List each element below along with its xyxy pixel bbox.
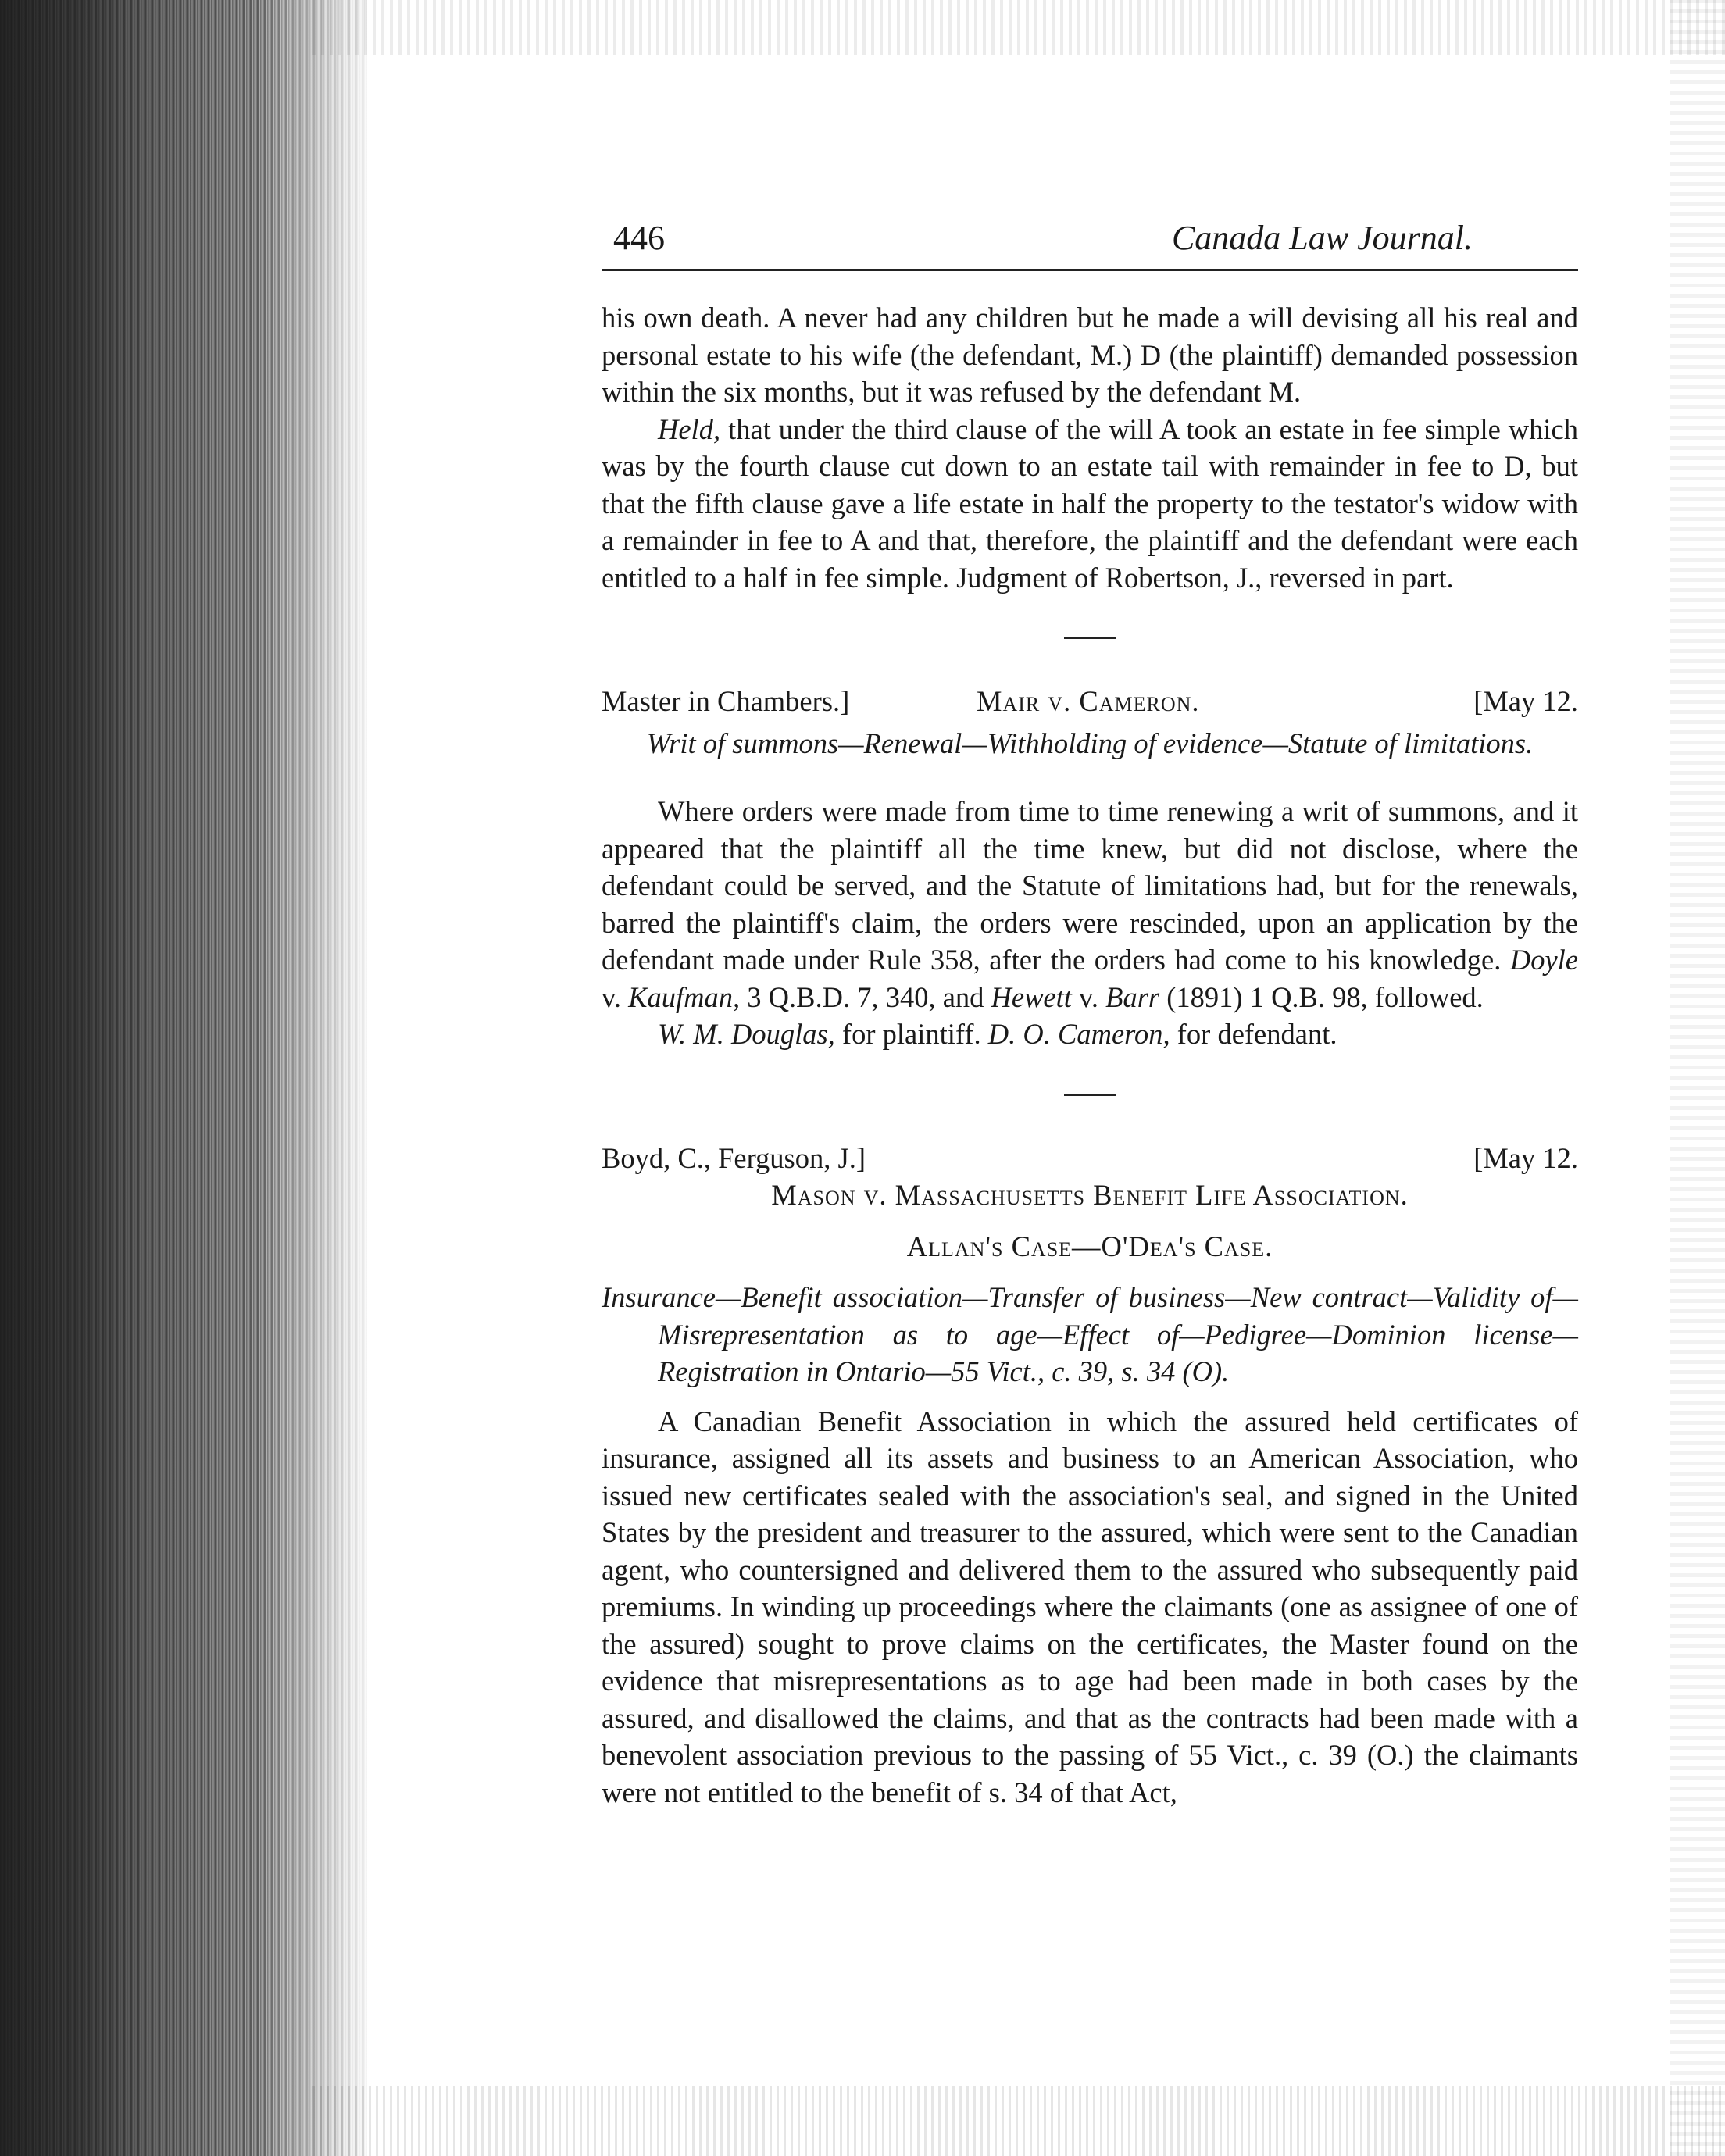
case3-name: Mason v. Massachusetts Benefit Life Association. [771,1179,1409,1211]
page-number: 446 [613,219,665,257]
scan-right-edge [1670,0,1725,2156]
case3-heading [602,1140,1578,1177]
case2-cite2-party-b: Barr [1105,980,1160,1013]
case1-paragraph-2 [602,411,1578,597]
scan-top-edge [312,0,1725,55]
case2-court: Master in Chambers.] [602,685,850,717]
case3-subname: Allan's Case—O'Dea's Case. [906,1230,1273,1262]
case2-heading [602,683,1578,720]
case2-cite1-party-b: Kaufman, [628,980,741,1013]
case1-held-text: that under the third clause of the will A took an estate in fee simple which was by the fourth clause cut down to an estate tail with remainder in fee to D, but that the fifth clause gave a life estate in half the property to the testator's widow with a remainder in fee to A and that, therefore, the plaintiff and the defendant were each entitled to a half in fee simple. Judgment of Robertson, J., reversed in part. [602,412,1579,594]
case2-cite2-rest: (1891) 1 Q.B. 98, followed. [1159,980,1484,1013]
scan-gutter-fade [258,0,383,2156]
case3-court: Boyd, C., Ferguson, J.] [602,1141,866,1174]
case2-cite1-party-a: Doyle [1509,944,1578,976]
case2-body-main: Where orders were made from time to time renewing a writ of summons, and it appeared that the plaintiff all the time knew, but did not disclose, where the defendant could be served, and the Statute of limitations had, but for the renewals, barred the plaintiff's claim, the orders were rescinded, upon an application by the defendant made under Rule 358, after the orders had come to his knowledge. [602,795,1578,976]
case2-date: [May 12. [1473,685,1578,717]
section-divider-2 [1064,1094,1116,1096]
counsel-plaintiff-role: for plaintiff. [834,1018,988,1050]
case1-paragraph-1: his own death. A never had any children but he made a will devising all his real and personal estate to his wife (the defendant, M.) D (the plaintiff) demanded possession within the six months, but it was refused by the defendant M. [602,302,1578,408]
counsel-defendant-name: D. O. Cameron, [988,1018,1170,1050]
case2-body [602,793,1578,1016]
counsel-plaintiff-name: W. M. Douglas, [658,1018,835,1050]
header-rule [602,269,1578,271]
case2-cite1-rest: 3 Q.B.D. 7, 340, and [740,980,991,1013]
journal-page [602,211,1578,1811]
held-word: Held, [658,412,721,445]
case2-cite2-v: v. [1071,980,1106,1013]
case2-counsel [602,1016,1578,1053]
case2-cite1-v: v. [602,980,629,1013]
scan-bottom-edge [312,2086,1725,2156]
section-divider [1064,637,1116,639]
case2-name: Mair v. Cameron. [977,685,1200,717]
case2-headnote: Writ of summons—Renewal—Withholding of evidence—Statute of limitations. [646,726,1534,759]
counsel-defendant-role: for defendant. [1170,1018,1338,1050]
case3-body: A Canadian Benefit Association in which the assured held certificates of insurance, assigned all its assets and business to an American Association, who issued new certificates sealed with the association's seal, and signed in the United States by the president and treasurer to the assured, which were sent to the Canadian agent, who countersigned and delivered them to the assured who subsequently paid premiums. In winding up proceedings where the claimants (one as assignee of one of the assured) sought to prove claims on the certificates, the Master found on the evidence that misrepresentations as to age had been made in both cases by the assured, and disallowed the claims, and that as the contracts had been made with a benevolent association previous to the passing of 55 Vict., c. 39 (O.) the claimants were not entitled to the benefit of s. 34 of that Act, [602,1405,1578,1808]
case3-date: [May 12. [1473,1141,1578,1174]
case3-headnote: Insurance—Benefit association—Transfer of business—New contract—Validity of—Misrepresentation as to age—Effect of—Pedigree—Dominion license—Registration in Ontario—55 Vict., c. 39, s. 34 (O). [602,1281,1578,1387]
page-header [602,211,1578,266]
journal-title: Canada Law Journal. [1171,219,1473,257]
case2-cite2-party-a: Hewett [991,980,1072,1013]
